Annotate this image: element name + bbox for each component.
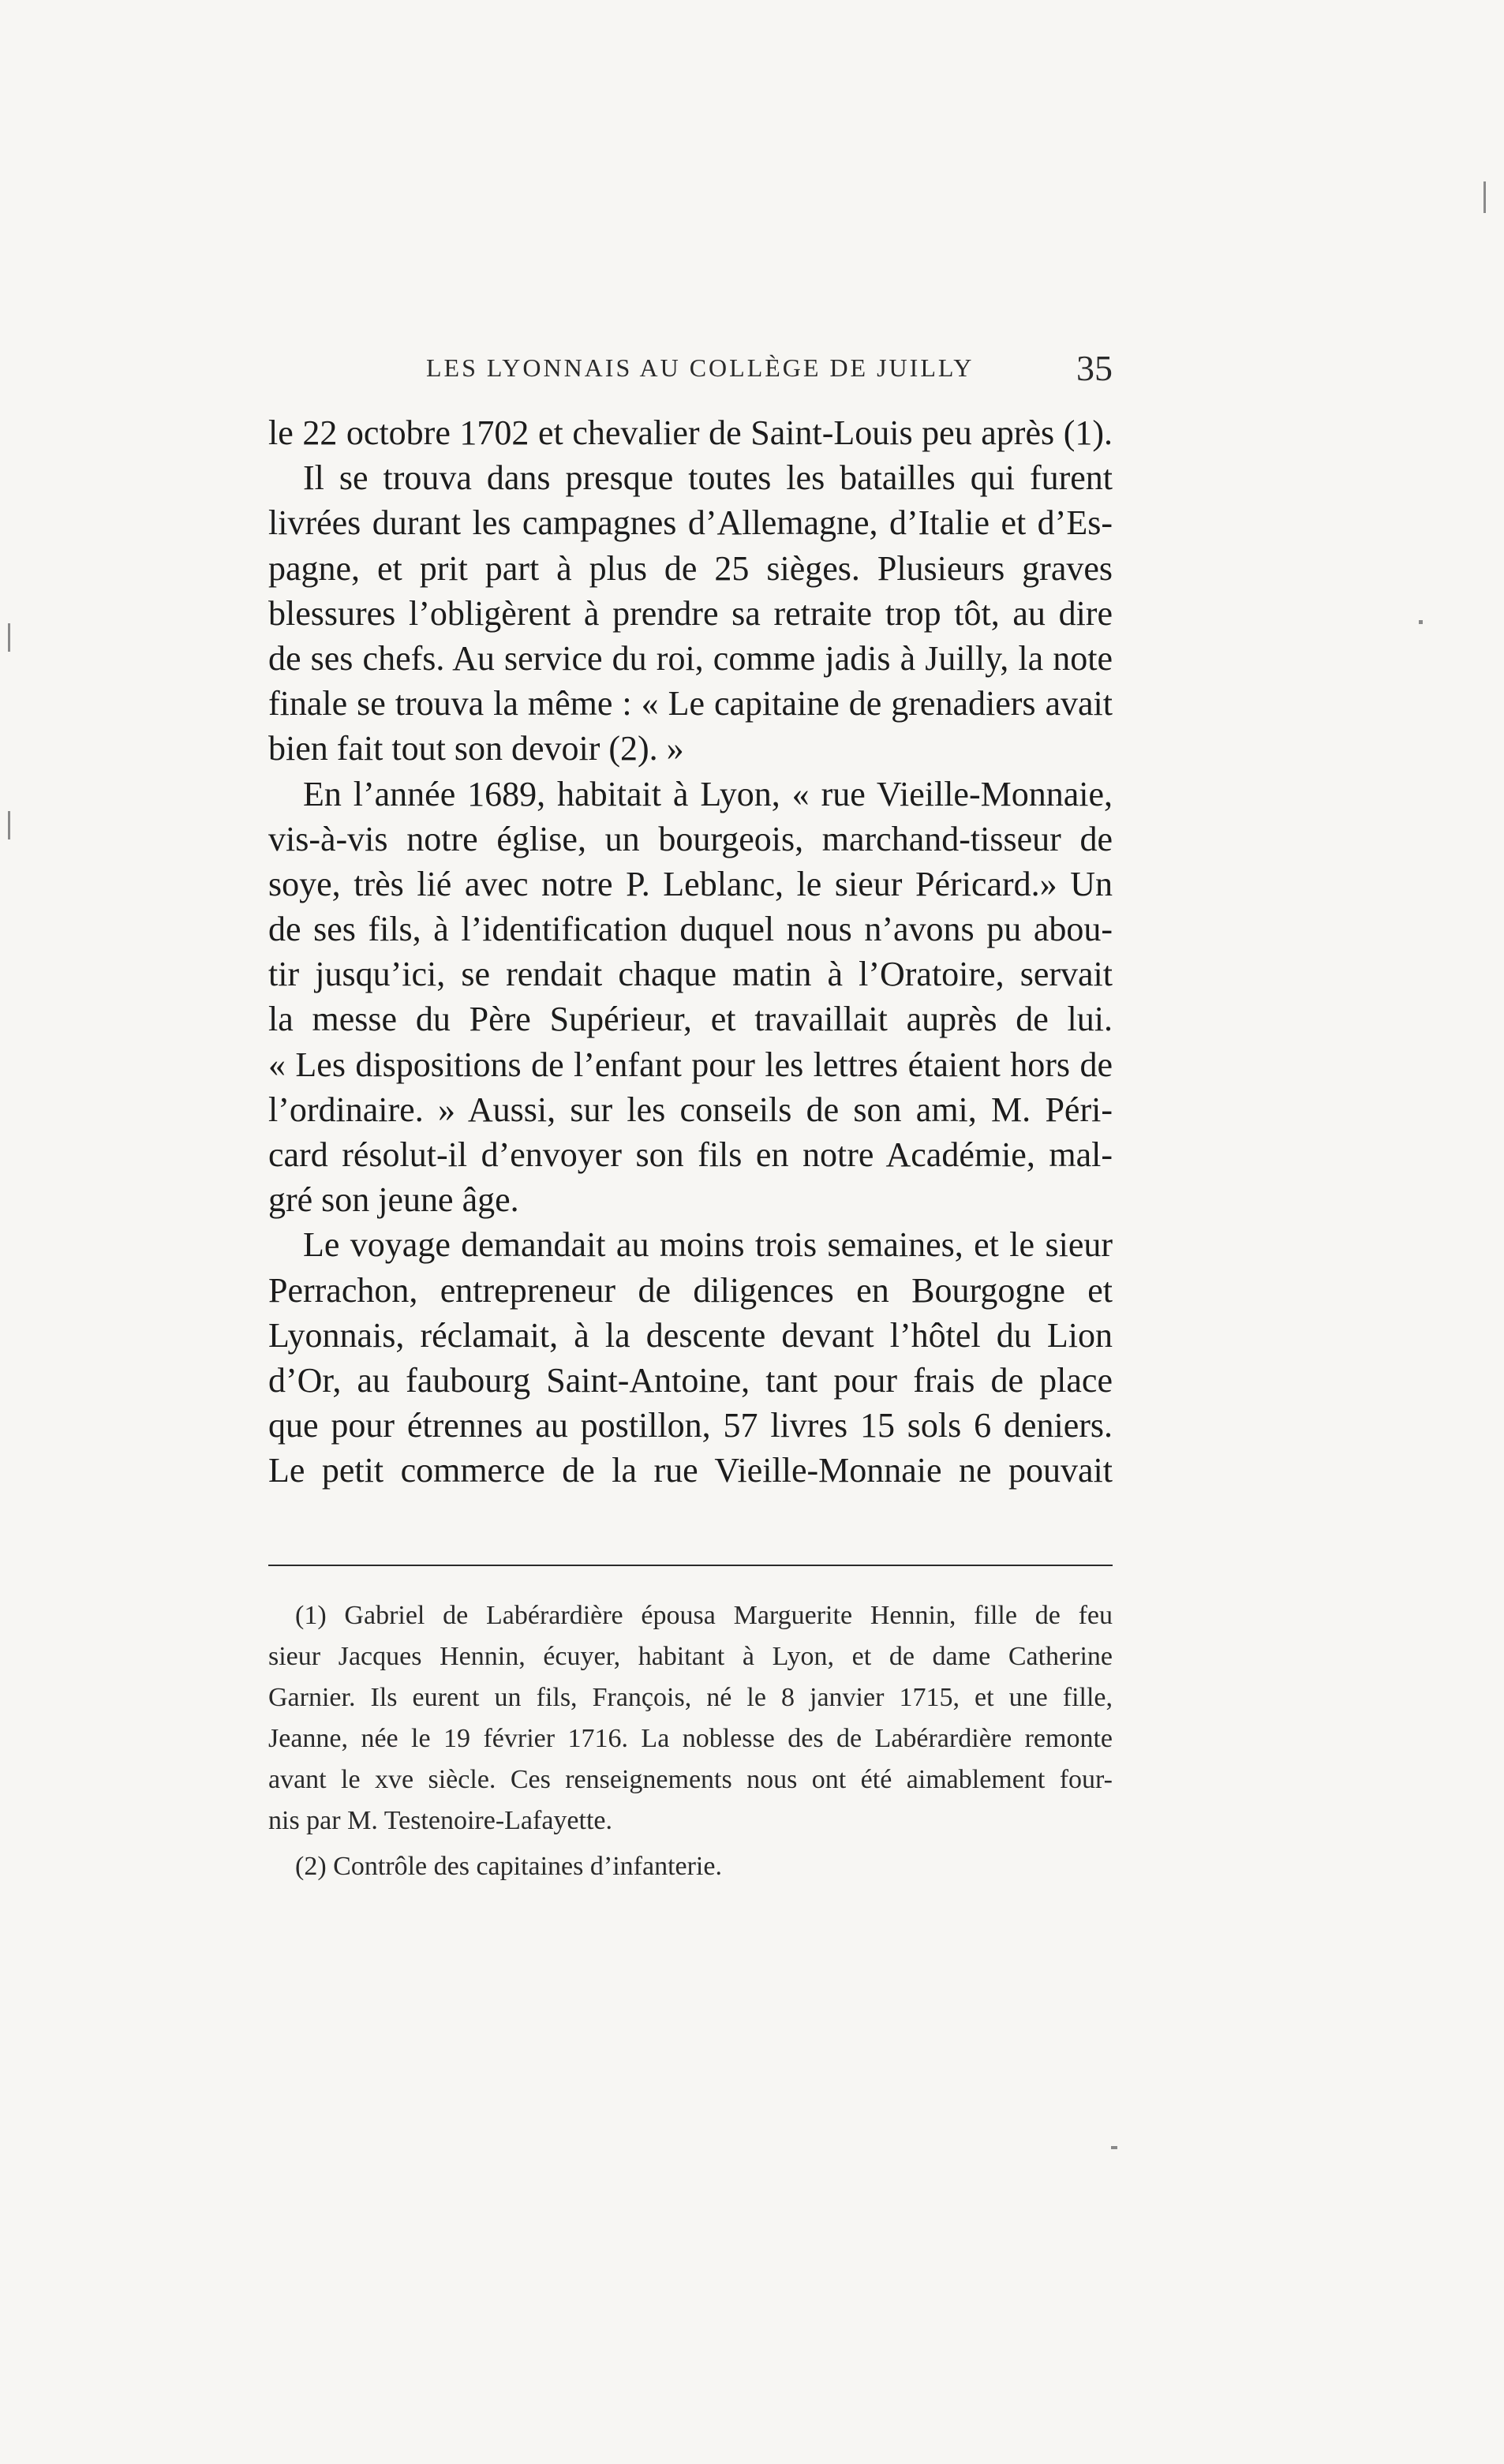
text-line: la messe du Père Supérieur, et travaillait auprès de lui. [268,1000,1113,1039]
text-line: gré son jeune âge. [268,1180,519,1220]
margin-mark [1111,2146,1117,2149]
text-line: que pour étrennes au postillon, 57 livres 15 sols 6 deniers. [268,1406,1113,1445]
footnotes [268,1595,1113,1887]
text-line: Le petit commerce de la rue Vieille-Monnaie ne pouvait [268,1451,1113,1490]
footnote-line: avant le xve siècle. Ces renseignements nous ont été aimablement four- [268,1765,1113,1794]
text-line: blessures l’obligèrent à prendre sa retraite trop tôt, au dire [268,593,1113,633]
text-line: card résolut-il d’envoyer son fils en notre Académie, mal- [268,1135,1113,1174]
text-line: Il se trouva dans presque toutes les batailles qui furent [303,458,1113,498]
text-line: livrées durant les campagnes d’Allemagne, d’Italie et d’Es- [268,503,1113,543]
text-line: vis-à-vis notre église, un bourgeois, marchand-tisseur de [268,819,1113,858]
margin-mark [1483,181,1486,213]
page-number: 35 [1076,348,1113,388]
text-line: l’ordinaire. » Aussi, sur les conseils de son ami, M. Péri- [268,1090,1113,1129]
text-line: En l’année 1689, habitait à Lyon, « rue Vieille-Monnaie, [303,774,1113,813]
margin-mark [1419,620,1423,624]
text-line: bien fait tout son devoir (2). » [268,729,684,768]
footnote-line: Garnier. Ils eurent un fils, François, né le 8 janvier 1715, et une fille, [268,1683,1113,1712]
running-title: LES LYONNAIS AU COLLÈGE DE JUILLY [426,353,975,382]
footnote-line: sieur Jacques Hennin, écuyer, habitant à Lyon, et de dame Catherine [268,1642,1113,1671]
margin-mark [8,811,10,839]
text-line: de ses fils, à l’identification duquel nous n’avons pu abou- [268,910,1113,949]
text-line: de ses chefs. Au service du roi, comme jadis à Juilly, la note [268,638,1113,678]
text-line: finale se trouva la même : « Le capitaine de grenadiers avait [268,684,1113,723]
footnote-rule [268,1565,1113,1566]
running-head [268,347,1113,394]
text-line: le 22 octobre 1702 et chevalier de Saint-Louis peu après (1). [268,413,1113,452]
text-line: d’Or, au faubourg Saint-Antoine, tant pour frais de place [268,1360,1113,1400]
text-line: Perrachon, entrepreneur de diligences en Bourgogne et [268,1270,1113,1310]
footnote-line: (2) Contrôle des capitaines d’infanterie. [295,1852,722,1881]
footnote-line: nis par M. Testenoire-Lafayette. [268,1806,612,1835]
text-line: pagne, et prit part à plus de 25 sièges. Plusieurs graves [268,548,1113,588]
footnote-line: Jeanne, née le 19 février 1716. La noblesse des de Labérardière remonte [268,1724,1113,1753]
text-line: soye, très lié avec notre P. Leblanc, le sieur Péricard.» Un [268,864,1113,903]
text-line: « Les dispositions de l’enfant pour les lettres étaient hors de [268,1045,1113,1084]
margin-mark [8,623,10,652]
text-line: tir jusqu’ici, se rendait chaque matin à l’Oratoire, servait [268,955,1113,994]
body-text [268,410,1113,1494]
text-line: Lyonnais, réclamait, à la descente devant l’hôtel du Lion [268,1315,1113,1355]
footnote-line: (1) Gabriel de Labérardière épousa Marguerite Hennin, fille de feu [295,1601,1113,1630]
text-line: Le voyage demandait au moins trois semaines, et le sieur [303,1225,1113,1265]
